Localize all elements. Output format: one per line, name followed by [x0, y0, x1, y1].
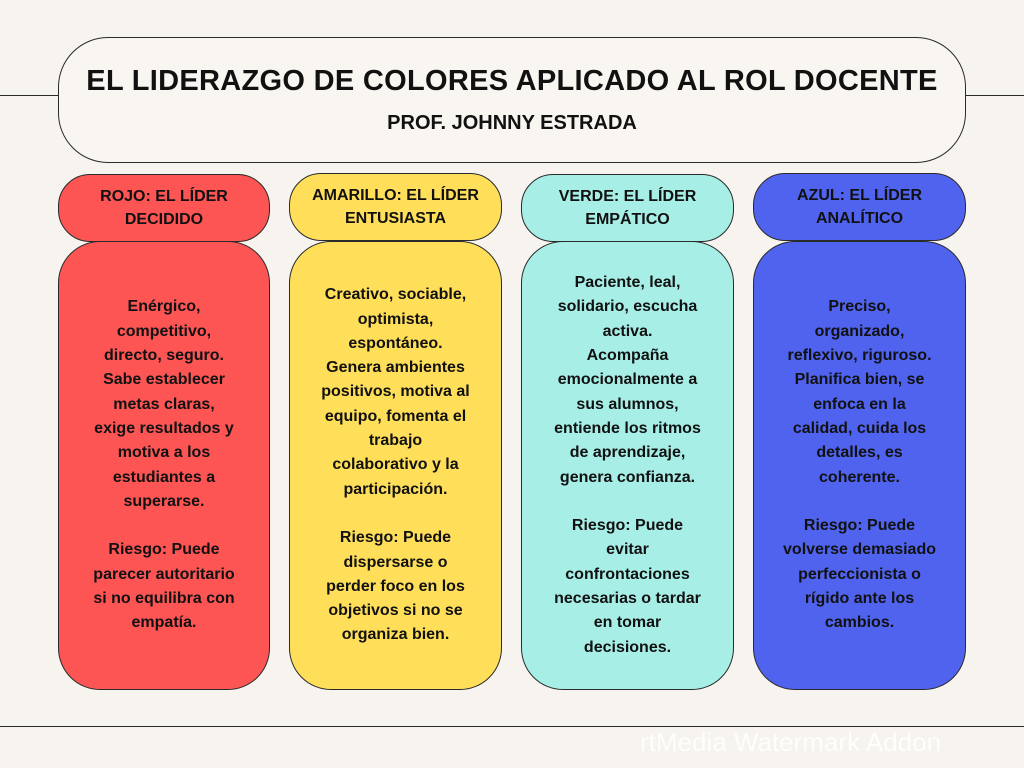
label-verde-text: VERDE: EL LÍDER EMPÁTICO: [558, 187, 697, 228]
label-rojo-text: ROJO: EL LÍDER DECIDIDO: [100, 187, 228, 228]
card-azul-text: Preciso, organizado, reflexivo, riguroso. Planifica bien, se enfoca en la calidad, cuida los detalles, es coherente. Riesgo: Puede volverse demasiado perfeccionista o rígido ante los cambios.: [783, 298, 936, 632]
label-rojo: [58, 174, 270, 242]
watermark: rtMedia Watermark Addon: [640, 727, 942, 757]
divider-line-left: [0, 95, 58, 96]
card-amarillo-text: Creativo, sociable, optimista, espontáneo. Genera ambientes positivos, motiva al equipo, fomenta el trabajo colaborativo y la participación. Riesgo: Puede dispersarse o perder foco en los objetivos si no se organiza bien.: [321, 286, 470, 644]
divider-line-right: [966, 95, 1024, 96]
label-verde: [521, 174, 734, 242]
card-amarillo: [289, 241, 502, 690]
card-rojo: [58, 241, 270, 690]
title-box: [58, 37, 966, 163]
page-subtitle: PROF. JOHNNY ESTRADA: [387, 112, 637, 134]
label-azul-text: AZUL: EL LÍDER ANALÍTICO: [796, 186, 923, 227]
label-amarillo: [289, 173, 502, 241]
card-rojo-text: Enérgico, competitivo, directo, seguro. Sabe establecer metas claras, exige resultados y motiva a los estudiantes a superarse. Riesgo: Puede parecer autoritario si no equilibra con empatía.: [93, 298, 235, 632]
card-azul: [753, 241, 966, 690]
page-title: EL LIDERAZGO DE COLORES APLICADO AL ROL DOCENTE: [86, 65, 938, 97]
card-verde: [521, 241, 734, 690]
label-azul: [753, 173, 966, 241]
card-verde-text: Paciente, leal, solidario, escucha activa. Acompaña emocionalmente a sus alumnos, entiende los ritmos de aprendizaje, genera confianza. Riesgo: Puede evitar confrontaciones necesarias o tardar en tomar decisiones.: [554, 274, 701, 656]
label-amarillo-text: AMARILLO: EL LÍDER ENTUSIASTA: [312, 186, 479, 227]
